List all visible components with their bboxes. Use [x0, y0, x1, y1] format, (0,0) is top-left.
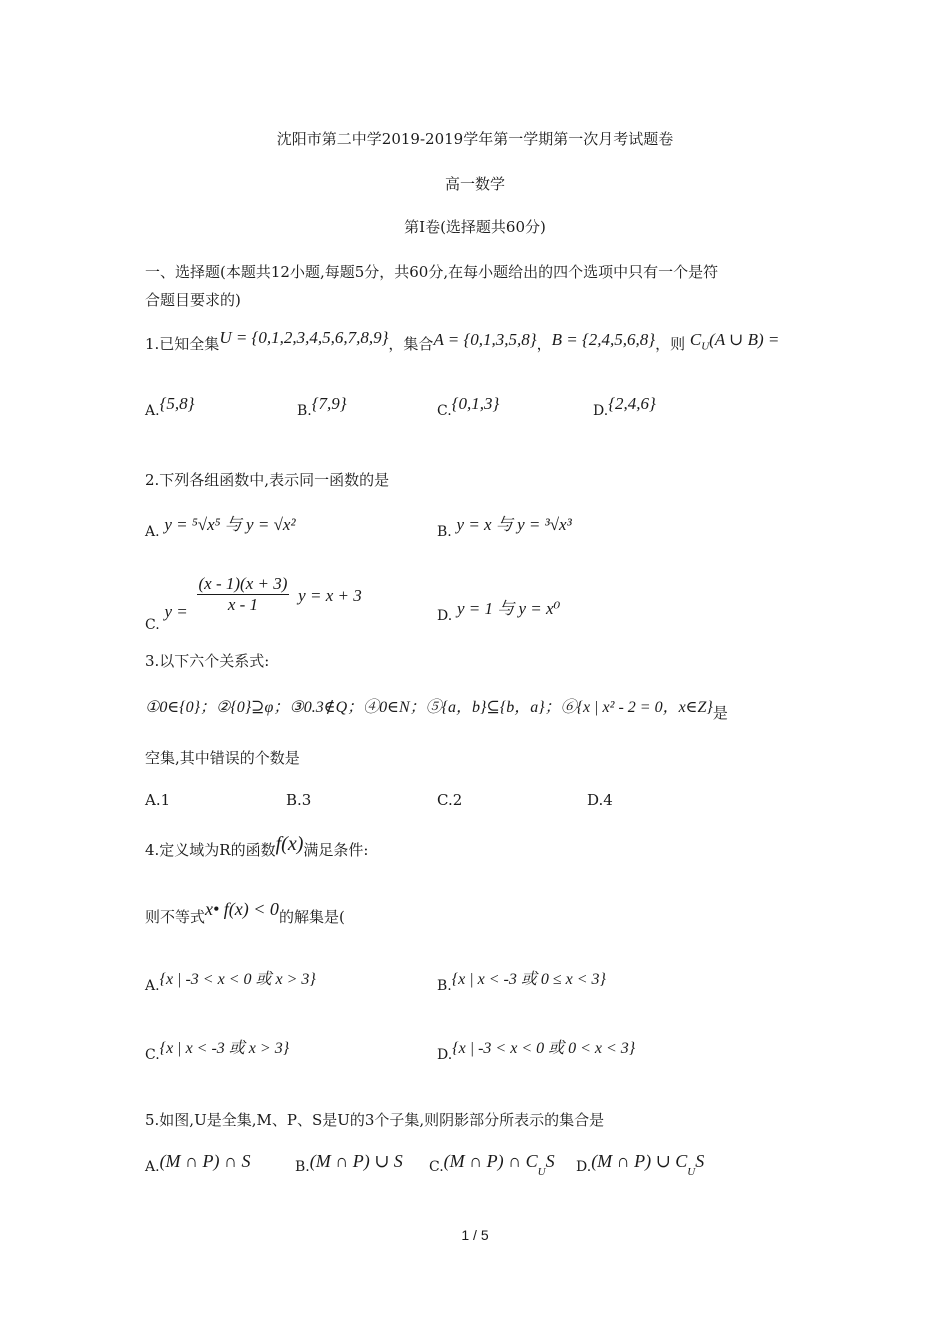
q1-mid3: ，则: [655, 335, 686, 353]
q1-mid1: ，集合: [388, 335, 434, 353]
exam-title: 沈阳市第二中学2019-2019学年第一学期第一次月考试题卷: [276, 130, 674, 148]
section-heading: 第Ⅰ卷(选择题共60分): [404, 218, 546, 236]
q3-option-a[interactable]: A.1: [145, 791, 171, 809]
part-instructions-line1: 一、选择题(本题共12小题,每题5分，共60分,在每小题给出的四个选项中只有一个是符: [145, 263, 719, 281]
q2-option-c[interactable]: C. y = $\frac{(x - 1)(x + 3)}{x - 1}$ y = x + 3: [145, 574, 362, 633]
exam-subject: 高一数学: [444, 175, 505, 193]
q2-option-b[interactable]: B. y = x 与 y = ³√x³: [437, 515, 572, 540]
q1-mid2: ，: [536, 335, 552, 353]
q4-inequality-line: 则不等式x• f(x) < 0的解集是(: [145, 899, 345, 926]
q1-prefix: 1.已知全集: [145, 335, 220, 353]
q1-option-a[interactable]: A.{5,8}: [145, 394, 195, 419]
q3-relations: ①0∈{0}；②{0}⊇φ；③0.3∉Q；④0∈N；⑤{a，b}⊆{b，a}；⑥{x | x² - 2 = 0，x∈Z}是: [145, 699, 728, 722]
q2-option-d[interactable]: D. y = 1 与 y = x⁰: [437, 599, 561, 624]
q3-option-b[interactable]: B.3: [286, 791, 312, 809]
q4-option-b[interactable]: B.{x | x < -3 或 0 ≤ x < 3}: [437, 971, 606, 994]
q1-option-d[interactable]: D.{2,4,6}: [593, 394, 656, 419]
q1-universal-set: U = {0,1,2,3,4,5,6,7,8,9}: [219, 328, 389, 347]
q3-option-c[interactable]: C.2: [437, 791, 463, 809]
question-3-stem: 3.以下六个关系式:: [145, 652, 270, 670]
q4-option-d[interactable]: D.{x | -3 < x < 0 或 0 < x < 3}: [437, 1040, 636, 1063]
question-1-stem: [145, 328, 780, 356]
q1-option-b[interactable]: B.{7,9}: [297, 394, 347, 419]
q2-option-a[interactable]: A. y = ⁵√x⁵ 与 y = √x²: [145, 515, 296, 540]
q4-inequality: x• f(x) < 0: [205, 899, 279, 919]
question-4-stem: 4.定义域为R的函数f(x)满足条件:: [145, 833, 369, 859]
part-instructions-line2: 合题目要求的): [145, 291, 241, 309]
q1-set-b: B = {2,4,5,6,8}: [551, 330, 656, 349]
q3-option-d[interactable]: D.4: [587, 791, 613, 809]
q5-option-c[interactable]: C.(M ∩ P) ∩ $C_US$: [429, 1151, 555, 1178]
q3-stem-line2: 空集,其中错误的个数是: [145, 749, 300, 767]
q5-option-d[interactable]: D.(M ∩ P) ∪ $C_US$: [576, 1151, 705, 1178]
question-5-stem: 5.如图,U是全集,M、P、S是U的3个子集,则阴影部分所表示的集合是: [145, 1111, 605, 1129]
question-2-stem: 2.下列各组函数中,表示同一函数的是: [145, 471, 390, 489]
q1-complement-expression: $C_U(A$ ∪ B) =: [689, 330, 780, 353]
q2-option-c-fraction: $\frac{(x - 1)(x + 3)}{x - 1}$: [198, 574, 288, 614]
q4-option-c[interactable]: C.{x | x < -3 或 x > 3}: [145, 1040, 290, 1063]
q1-option-c[interactable]: C.{0,1,3}: [437, 394, 500, 419]
q5-option-b[interactable]: B.(M ∩ P) ∪ S: [295, 1151, 403, 1175]
q1-set-a: A = {0,1,3,5,8}: [433, 330, 537, 349]
q4-option-a[interactable]: A.{x | -3 < x < 0 或 x > 3}: [145, 971, 316, 994]
q4-function: f(x): [275, 833, 304, 855]
page-number: 1 / 5: [461, 1227, 489, 1243]
q5-option-a[interactable]: A.(M ∩ P) ∩ S: [145, 1151, 251, 1175]
